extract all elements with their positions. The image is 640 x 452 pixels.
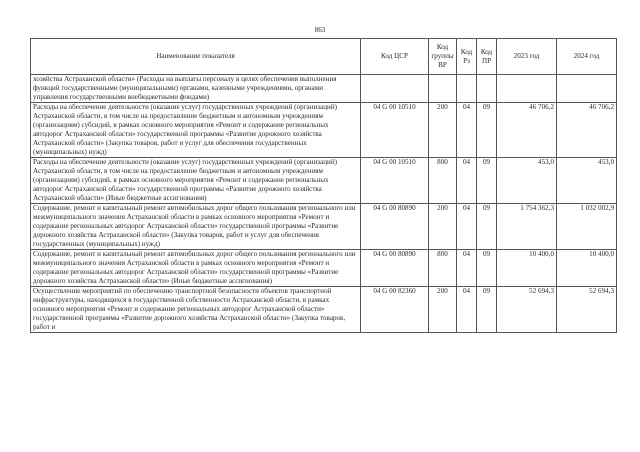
- row-vr: 200: [429, 204, 457, 250]
- header-name: Наименование показателя: [31, 39, 361, 75]
- table-row: [31, 250, 617, 287]
- table-row: [31, 158, 617, 204]
- row-csr: 04 G 00 80890: [361, 204, 429, 250]
- row-pr: 09: [477, 158, 497, 204]
- row-csr: 04 G 00 10510: [361, 158, 429, 204]
- row-2023: 1 754 362,3: [497, 204, 557, 250]
- row-rz: 04: [457, 158, 477, 204]
- row-csr: [361, 75, 429, 103]
- row-name: хозяйства Астраханской области» (Расходы на выплаты персоналу в целях обеспечения выполнения функций государственными (муниципальными) органами, казенными учреждениями, органами управления государственными внебюджетными фондами): [31, 75, 361, 103]
- table-row: [31, 103, 617, 158]
- row-rz: 04: [457, 287, 477, 333]
- row-csr: 04 G 00 82360: [361, 287, 429, 333]
- header-pr: Код ПР: [477, 39, 497, 75]
- table-header-row: [31, 39, 617, 75]
- row-2023: 52 694,3: [497, 287, 557, 333]
- row-2024: [557, 75, 617, 103]
- header-csr: Код ЦСР: [361, 39, 429, 75]
- header-vr: Код группы ВР: [429, 39, 457, 75]
- row-name: Содержание, ремонт и капитальный ремонт автомобильных дорог общего пользования регионального или межмуниципального значения Астраханской области в рамках основного мероприятия «Ремонт и содержание региональных автодорог Астраханской области» государственной программы «Развитие дорожного хозяйства Астраханской области» (Иные бюджетные ассигнования): [31, 250, 361, 287]
- row-2023: [497, 75, 557, 103]
- header-2024: 2024 год: [557, 39, 617, 75]
- row-rz: 04: [457, 250, 477, 287]
- row-2023: 46 706,2: [497, 103, 557, 158]
- row-2023: 453,0: [497, 158, 557, 204]
- table-row: [31, 75, 617, 103]
- header-rz: Код Рз: [457, 39, 477, 75]
- row-name: Содержание, ремонт и капитальный ремонт автомобильных дорог общего пользования регионального или межмуниципального значения Астраханской области в рамках основного мероприятия «Ремонт и содержание региональных автодорог Астраханской области» государственной программы «Развитие дорожного хозяйства Астраханской области» (Закупка товаров, работ и услуг для обеспечения государственных (муниципальных) нужд): [31, 204, 361, 250]
- row-2024: 10 400,0: [557, 250, 617, 287]
- row-vr: 200: [429, 287, 457, 333]
- row-2024: 453,0: [557, 158, 617, 204]
- row-vr: [429, 75, 457, 103]
- header-2023: 2023 год: [497, 39, 557, 75]
- row-pr: 09: [477, 287, 497, 333]
- row-2024: 52 694,3: [557, 287, 617, 333]
- row-name: Расходы на обеспечение деятельности (оказание услуг) государственных учреждений (организаций) Астраханской области, в том числе на предоставление бюджетным и автономным учреждениям (организациям) субсидий, в рамках основного мероприятия «Ремонт и содержание региональных автодорог Астраханской области» государственной программы «Развитие дорожного хозяйства Астраханской области» (Иные бюджетные ассигнования): [31, 158, 361, 204]
- budget-table: [30, 38, 617, 333]
- row-rz: [457, 75, 477, 103]
- row-2024: 1 032 002,9: [557, 204, 617, 250]
- row-vr: 800: [429, 250, 457, 287]
- row-csr: 04 G 00 80890: [361, 250, 429, 287]
- row-2023: 10 400,0: [497, 250, 557, 287]
- row-rz: 04: [457, 204, 477, 250]
- row-pr: 09: [477, 250, 497, 287]
- row-rz: 04: [457, 103, 477, 158]
- page-number: 863: [314, 26, 326, 34]
- table-row: [31, 287, 617, 333]
- row-pr: [477, 75, 497, 103]
- table-row: [31, 204, 617, 250]
- row-name: Осуществление мероприятий по обеспечению транспортной безопасности объектов транспортной инфраструктуры, находящихся в государственной собственности Астраханской области, в рамках основного мероприятия «Ремонт и содержание региональных автодорог Астраханской области» государственной программы «Развитие дорожного хозяйства Астраханской области» (Закупка товаров, работ и: [31, 287, 361, 333]
- row-vr: 800: [429, 158, 457, 204]
- row-pr: 09: [477, 204, 497, 250]
- row-vr: 200: [429, 103, 457, 158]
- row-pr: 09: [477, 103, 497, 158]
- row-2024: 46 706,2: [557, 103, 617, 158]
- row-csr: 04 G 00 10510: [361, 103, 429, 158]
- row-name: Расходы на обеспечение деятельности (оказание услуг) государственных учреждений (организаций) Астраханской области, в том числе на предоставление бюджетным и автономным учреждениям (организациям) субсидий, в рамках основного мероприятия «Ремонт и содержание региональных автодорог Астраханской области» государственной программы «Развитие дорожного хозяйства Астраханской области» (Закупка товаров, работ и услуг для обеспечения государственных (муниципальных) нужд): [31, 103, 361, 158]
